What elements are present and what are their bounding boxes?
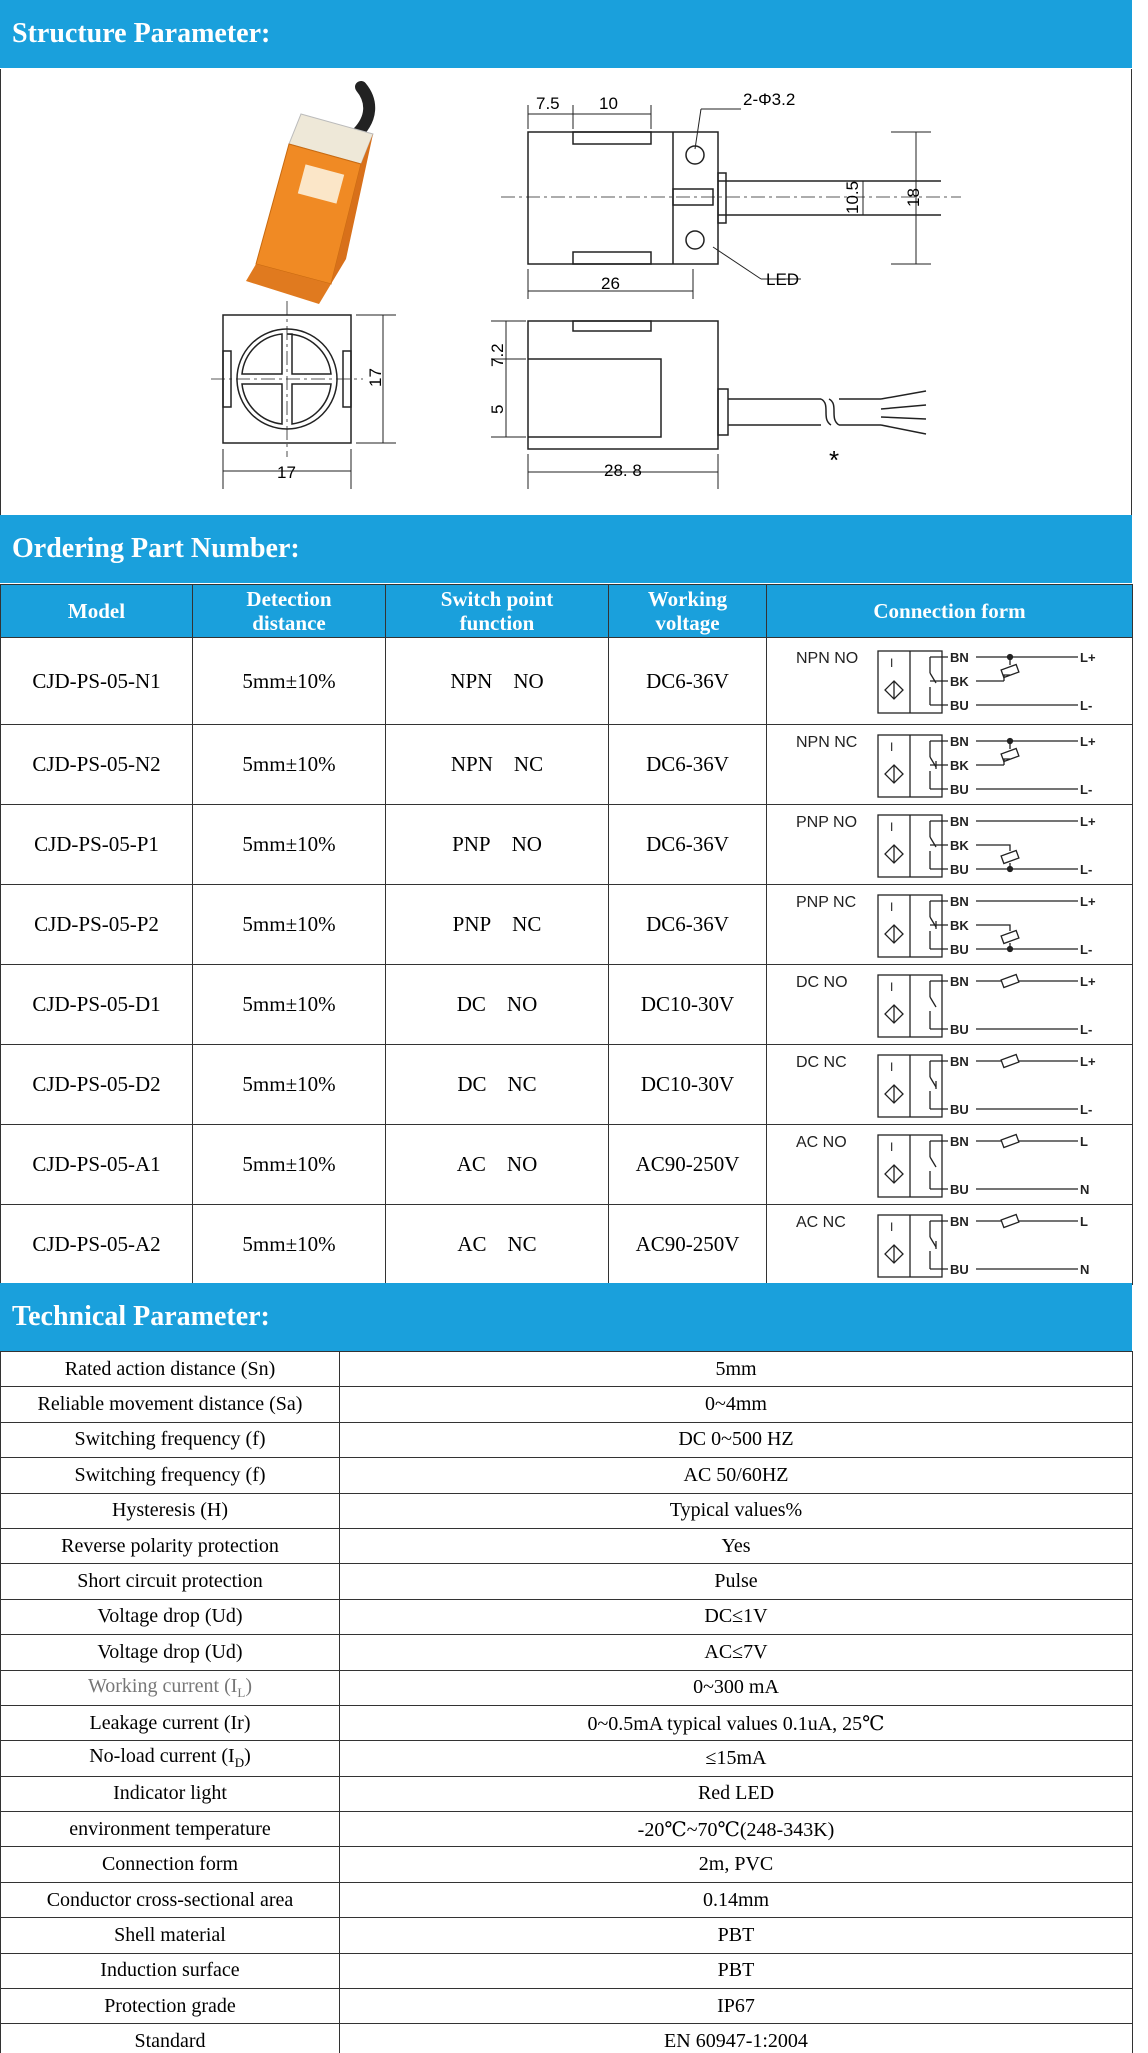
header-working-voltage: Working voltage xyxy=(609,585,767,638)
wiring-diagram xyxy=(790,1047,1110,1123)
connection-type-label: AC NO xyxy=(795,1133,847,1151)
working-voltage-cell: DC10-30V xyxy=(609,1045,767,1125)
parameter-value: DC 0~500 HZ xyxy=(340,1422,1133,1457)
table-row xyxy=(1,1882,1133,1917)
parameter-value: Typical values% xyxy=(340,1493,1133,1528)
table-row xyxy=(1,1045,1133,1125)
connection-form-cell xyxy=(767,1205,1133,1285)
svg-text:I: I xyxy=(889,1059,893,1074)
parameter-label: Reverse polarity protection xyxy=(1,1528,340,1563)
working-voltage-cell: AC90-250V xyxy=(609,1205,767,1285)
detection-distance-cell: 5mm±10% xyxy=(193,725,386,805)
connection-form-cell xyxy=(767,965,1133,1045)
switch-function-cell xyxy=(386,638,609,725)
technical-table-body xyxy=(1,1352,1133,2053)
switch-type: PNP xyxy=(452,912,492,936)
svg-text:I: I xyxy=(889,1219,893,1234)
ordering-table-header xyxy=(1,585,1133,638)
parameter-label: Switching frequency (f) xyxy=(1,1422,340,1457)
switch-contact: NC xyxy=(513,752,544,776)
model-cell: CJD-PS-05-P2 xyxy=(1,885,193,965)
connection-form-cell xyxy=(767,1045,1133,1125)
switch-function-cell xyxy=(386,805,609,885)
ordering-part-number-header xyxy=(0,515,1132,583)
switch-contact: NC xyxy=(512,912,542,936)
working-voltage-cell: DC6-36V xyxy=(609,885,767,965)
parameter-value: -20℃~70℃(248-343K) xyxy=(340,1812,1133,1847)
wire-color-label: BU xyxy=(949,1261,969,1277)
wire-color-label: BU xyxy=(949,1181,969,1197)
table-row xyxy=(1,1125,1133,1205)
working-voltage-cell: DC6-36V xyxy=(609,805,767,885)
wiring-diagram xyxy=(790,967,1110,1043)
technical-parameter-title: Technical Parameter: xyxy=(12,1301,270,1332)
detection-distance-cell: 5mm±10% xyxy=(193,1205,386,1285)
switch-function-cell xyxy=(386,1045,609,1125)
structure-parameter-title: Structure Parameter: xyxy=(12,18,271,49)
dim-18-label: 18 xyxy=(904,188,923,207)
switch-function-cell xyxy=(386,965,609,1045)
dim-hole-label: 2-Φ3.2 xyxy=(743,90,796,109)
wire-color-label: BN xyxy=(949,893,969,909)
svg-text:I: I xyxy=(889,979,893,994)
table-row xyxy=(1,638,1133,725)
parameter-value: 0.14mm xyxy=(340,1882,1133,1917)
table-row xyxy=(1,1352,1133,1387)
parameter-value: ≤15mA xyxy=(340,1741,1133,1776)
wiring-diagram xyxy=(790,807,1110,883)
connection-type-label: NPN NC xyxy=(795,733,857,751)
side-view-drawing xyxy=(491,321,926,489)
parameter-value: AC≤7V xyxy=(340,1635,1133,1670)
wiring-diagram xyxy=(790,1127,1110,1203)
parameter-value: EN 60947-1:2004 xyxy=(340,2024,1133,2053)
wire-color-label: BN xyxy=(949,1213,969,1229)
terminal-label: L+ xyxy=(1079,733,1096,749)
connection-type-label: DC NO xyxy=(795,973,848,991)
terminal-label: L xyxy=(1079,1213,1088,1229)
dim-17-bottom-label: 17 xyxy=(277,463,296,482)
switch-function-cell xyxy=(386,885,609,965)
detection-distance-cell: 5mm±10% xyxy=(193,1125,386,1205)
parameter-value: 2m, PVC xyxy=(340,1847,1133,1882)
parameter-value: 0~4mm xyxy=(340,1387,1133,1422)
wire-color-label: BN xyxy=(949,1133,969,1149)
header-connection-form: Connection form xyxy=(767,585,1133,638)
connection-form-cell xyxy=(767,1125,1133,1205)
table-row xyxy=(1,1458,1133,1493)
parameter-label: Shell material xyxy=(1,1918,340,1953)
table-row xyxy=(1,1705,1133,1740)
terminal-label: L- xyxy=(1079,861,1092,877)
parameter-label: Induction surface xyxy=(1,1953,340,1988)
asterisk-label: * xyxy=(829,445,840,475)
detection-distance-cell: 5mm±10% xyxy=(193,885,386,965)
connection-type-label: NPN NO xyxy=(795,650,858,667)
svg-text:I: I xyxy=(889,656,893,670)
switch-type: AC xyxy=(457,1232,487,1256)
terminal-label: L- xyxy=(1079,1101,1092,1117)
front-view-drawing xyxy=(211,301,396,489)
working-voltage-cell: DC6-36V xyxy=(609,725,767,805)
detection-distance-cell: 5mm±10% xyxy=(193,638,386,725)
table-row xyxy=(1,1741,1133,1776)
dim-7-2-label: 7.2 xyxy=(488,343,507,367)
switch-type: NPN xyxy=(450,668,493,693)
ordering-table-body xyxy=(1,638,1133,1285)
switch-contact: NO xyxy=(513,668,544,693)
wire-color-label: BU xyxy=(949,698,969,713)
wire-color-label: BU xyxy=(949,781,969,797)
table-row xyxy=(1,1387,1133,1422)
parameter-label: Indicator light xyxy=(1,1776,340,1811)
parameter-label: Connection form xyxy=(1,1847,340,1882)
header-detection-distance: Detection distance xyxy=(193,585,386,638)
dim-17-side-label: 17 xyxy=(366,368,385,387)
terminal-label: L+ xyxy=(1079,1053,1096,1069)
parameter-value: IP67 xyxy=(340,1989,1133,2024)
dim-10-5-label: 10.5 xyxy=(843,180,862,214)
model-cell: CJD-PS-05-N2 xyxy=(1,725,193,805)
terminal-label: L+ xyxy=(1079,650,1096,665)
ordering-part-number-title: Ordering Part Number: xyxy=(12,533,300,564)
wire-color-label: BN xyxy=(949,973,969,989)
ordering-table xyxy=(0,584,1133,1285)
switch-type: PNP xyxy=(452,832,491,856)
model-cell: CJD-PS-05-N1 xyxy=(1,638,193,725)
table-row xyxy=(1,1847,1133,1882)
connection-form-cell xyxy=(767,885,1133,965)
working-voltage-cell: DC6-36V xyxy=(609,638,767,725)
terminal-label: L+ xyxy=(1079,893,1096,909)
structure-drawing-area xyxy=(0,69,1132,515)
switch-function-cell xyxy=(386,725,609,805)
table-row xyxy=(1,805,1133,885)
parameter-value: 0~300 mA xyxy=(340,1670,1133,1705)
switch-contact: NO xyxy=(511,832,542,856)
parameter-label: Voltage drop (Ud) xyxy=(1,1599,340,1634)
table-row xyxy=(1,1528,1133,1563)
model-cell: CJD-PS-05-P1 xyxy=(1,805,193,885)
table-row xyxy=(1,1670,1133,1705)
wire-color-label: BU xyxy=(949,1101,969,1117)
sensor-product-image xyxy=(246,87,373,304)
table-row xyxy=(1,1599,1133,1634)
wire-color-label: BU xyxy=(949,941,969,957)
parameter-value: 0~0.5mA typical values 0.1uA, 25℃ xyxy=(340,1705,1133,1740)
table-row xyxy=(1,1776,1133,1811)
wire-color-label: BK xyxy=(949,674,969,689)
parameter-label: Standard xyxy=(1,2024,340,2053)
parameter-value: Red LED xyxy=(340,1776,1133,1811)
wire-color-label: BK xyxy=(949,917,969,933)
table-row xyxy=(1,1953,1133,1988)
wire-color-label: BU xyxy=(949,861,969,877)
parameter-label: Switching frequency (f) xyxy=(1,1458,340,1493)
connection-form-cell xyxy=(767,638,1133,725)
dim-28-8-label: 28. 8 xyxy=(604,461,642,480)
model-cell: CJD-PS-05-D1 xyxy=(1,965,193,1045)
parameter-label: Reliable movement distance (Sa) xyxy=(1,1387,340,1422)
switch-type: AC xyxy=(456,1152,486,1176)
wire-color-label: BN xyxy=(949,813,969,829)
parameter-label: Rated action distance (Sn) xyxy=(1,1352,340,1387)
top-view-drawing xyxy=(501,105,961,299)
parameter-value: 5mm xyxy=(340,1352,1133,1387)
parameter-label: Conductor cross-sectional area xyxy=(1,1882,340,1917)
switch-type: DC xyxy=(457,1072,487,1096)
parameter-label: No-load current $(I_D)$ xyxy=(1,1741,340,1776)
switch-type: NPN xyxy=(450,752,493,776)
terminal-label: N xyxy=(1079,1181,1089,1197)
parameter-value: Yes xyxy=(340,1528,1133,1563)
terminal-label: L- xyxy=(1079,781,1092,797)
led-label: LED xyxy=(766,270,800,289)
terminal-label: L- xyxy=(1079,1021,1092,1037)
switch-function-cell xyxy=(386,1205,609,1285)
switch-contact: NO xyxy=(506,1152,538,1176)
table-row xyxy=(1,885,1133,965)
structure-parameter-header xyxy=(0,0,1132,68)
detection-distance-cell: 5mm±10% xyxy=(193,965,386,1045)
svg-text:I: I xyxy=(889,819,893,834)
table-row xyxy=(1,725,1133,805)
connection-type-label: PNP NC xyxy=(795,893,856,911)
connection-form-cell xyxy=(767,725,1133,805)
svg-text:I: I xyxy=(889,739,893,754)
terminal-label: L+ xyxy=(1079,973,1096,989)
connection-type-label: PNP NO xyxy=(795,813,857,831)
table-row xyxy=(1,1205,1133,1285)
parameter-label: Voltage drop (Ud) xyxy=(1,1635,340,1670)
connection-type-label: DC NC xyxy=(795,1053,847,1071)
connection-form-cell xyxy=(767,805,1133,885)
table-row xyxy=(1,1564,1133,1599)
terminal-label: L+ xyxy=(1079,813,1096,829)
dim-10-label: 10 xyxy=(599,94,618,113)
switch-type: DC xyxy=(456,992,486,1016)
parameter-label: Short circuit protection xyxy=(1,1564,340,1599)
parameter-label: Protection grade xyxy=(1,1989,340,2024)
switch-function-cell xyxy=(386,1125,609,1205)
wiring-diagram xyxy=(790,643,1110,719)
parameter-value: DC≤1V xyxy=(340,1599,1133,1634)
wire-color-label: BN xyxy=(949,733,969,749)
working-voltage-cell: AC90-250V xyxy=(609,1125,767,1205)
technical-table xyxy=(0,1351,1133,2053)
terminal-label: L xyxy=(1079,1133,1088,1149)
table-row xyxy=(1,2024,1133,2053)
terminal-label: L- xyxy=(1079,698,1092,713)
dimension-drawings xyxy=(1,69,1131,515)
table-row xyxy=(1,1918,1133,1953)
wire-color-label: BU xyxy=(949,1021,969,1037)
wire-color-label: BN xyxy=(949,1053,969,1069)
model-cell: CJD-PS-05-D2 xyxy=(1,1045,193,1125)
detection-distance-cell: 5mm±10% xyxy=(193,1045,386,1125)
parameter-value: PBT xyxy=(340,1918,1133,1953)
dim-5-label: 5 xyxy=(488,404,507,414)
wiring-diagram xyxy=(790,1207,1110,1283)
working-voltage-cell: DC10-30V xyxy=(609,965,767,1045)
wiring-diagram xyxy=(790,887,1110,963)
parameter-value: Pulse xyxy=(340,1564,1133,1599)
table-row xyxy=(1,1635,1133,1670)
wire-color-label: BK xyxy=(949,837,969,853)
header-switch-point-function: Switch point function xyxy=(386,585,609,638)
connection-type-label: AC NC xyxy=(795,1213,846,1231)
switch-contact: NC xyxy=(507,1232,537,1256)
svg-text:I: I xyxy=(889,899,893,914)
parameter-label: environment temperature xyxy=(1,1812,340,1847)
switch-contact: NC xyxy=(507,1072,537,1096)
table-row xyxy=(1,965,1133,1045)
switch-contact: NO xyxy=(506,992,538,1016)
parameter-value: AC 50/60HZ xyxy=(340,1458,1133,1493)
model-cell: CJD-PS-05-A1 xyxy=(1,1125,193,1205)
header-model: Model xyxy=(1,585,193,638)
terminal-label: L- xyxy=(1079,941,1092,957)
wire-color-label: BK xyxy=(949,757,969,773)
parameter-label: Hysteresis (H) xyxy=(1,1493,340,1528)
wire-color-label: BN xyxy=(949,650,969,665)
terminal-label: N xyxy=(1079,1261,1089,1277)
svg-text:I: I xyxy=(889,1139,893,1154)
dim-7-5-label: 7.5 xyxy=(536,94,560,113)
parameter-label: Leakage current (Ir) xyxy=(1,1705,340,1740)
dim-26-label: 26 xyxy=(601,274,620,293)
parameter-value: PBT xyxy=(340,1953,1133,1988)
wiring-diagram xyxy=(790,727,1110,803)
table-row xyxy=(1,1493,1133,1528)
parameter-label: Working current $(I_L)$ xyxy=(1,1670,340,1705)
table-row xyxy=(1,1989,1133,2024)
table-row xyxy=(1,1812,1133,1847)
model-cell: CJD-PS-05-A2 xyxy=(1,1205,193,1285)
technical-parameter-header xyxy=(0,1283,1132,1351)
detection-distance-cell: 5mm±10% xyxy=(193,805,386,885)
table-row xyxy=(1,1422,1133,1457)
